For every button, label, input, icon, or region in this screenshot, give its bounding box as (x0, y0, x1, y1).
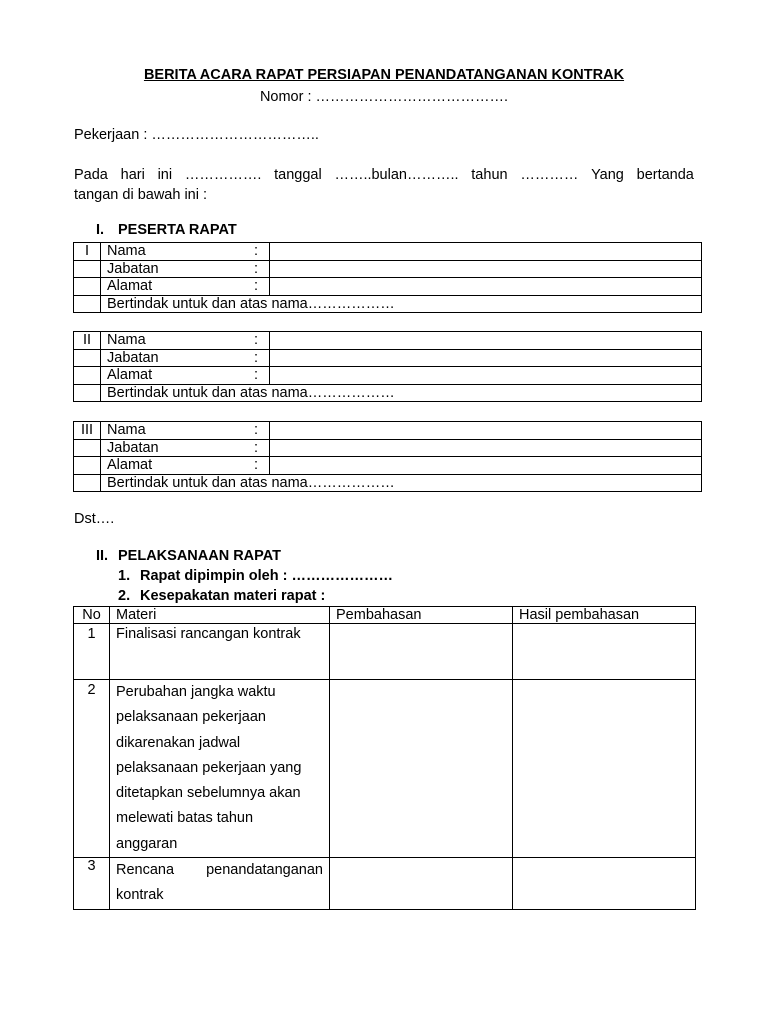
nama-value (270, 422, 702, 440)
intro-word: ini (157, 167, 173, 183)
alamat-value (270, 278, 702, 296)
field-label-jabatan: Jabatan (101, 439, 247, 457)
alamat-value (270, 457, 702, 475)
participant-table-1: I Nama : Jabatan : Alamat : Bertindak untuk dan atas nama……………… (73, 242, 702, 313)
header-hasil: Hasil pembahasan (513, 607, 696, 624)
header-no: No (74, 607, 110, 624)
row-hasil (513, 624, 696, 680)
jabatan-value (270, 260, 702, 278)
field-label-alamat: Alamat (101, 278, 247, 296)
header-pembahasan: Pembahasan (330, 607, 513, 624)
intro-line-2: tangan di bawah ini : (74, 187, 208, 203)
field-label-alamat: Alamat (101, 367, 247, 385)
intro-word: ……………. (184, 167, 262, 183)
intro-word: tahun (471, 167, 508, 183)
row-materi: Perubahan jangka waktu pelaksanaan pekerjaan dikarenakan jadwal pelaksanaan pekerjaan yang ditetapkan sebelumnya akan melewati batas tahun anggaran (110, 680, 330, 858)
field-label-nama: Nama (101, 422, 247, 440)
materi-table (73, 606, 696, 910)
field-label-alamat: Alamat (101, 457, 247, 475)
participant-number: I (74, 243, 101, 261)
section-2-item-2: 2. Kesepakatan materi rapat : (118, 588, 326, 604)
row-pembahasan (330, 680, 513, 858)
row-number: 1 (74, 624, 110, 680)
jabatan-value (270, 439, 702, 457)
alamat-value (270, 367, 702, 385)
intro-word: Yang (591, 167, 624, 183)
intro-word: ………… (520, 167, 579, 183)
row-materi: Finalisasi rancangan kontrak (110, 624, 330, 680)
bertindak-line: Bertindak untuk dan atas nama……………… (101, 474, 702, 492)
participant-table-3: III Nama : Jabatan : Alamat : Bertindak untuk dan atas nama……………… (73, 421, 702, 492)
header-materi: Materi (110, 607, 330, 624)
participant-table-2: II Nama : Jabatan : Alamat : Bertindak untuk dan atas nama……………… (73, 331, 702, 402)
row-pembahasan (330, 858, 513, 910)
intro-word: Pada (74, 167, 108, 183)
table-header-row (74, 607, 696, 624)
intro-word: hari (120, 167, 145, 183)
intro-line-1 (74, 165, 694, 185)
jabatan-value (270, 349, 702, 367)
dst-text: Dst…. (74, 511, 115, 527)
row-number: 2 (74, 680, 110, 858)
row-materi: Rencana penandatanganan kontrak (110, 858, 330, 910)
intro-word: bertanda (636, 167, 694, 183)
nama-value (270, 332, 702, 350)
participant-number: III (74, 422, 101, 440)
intro-paragraph (74, 165, 694, 205)
row-hasil (513, 858, 696, 910)
table-row (74, 858, 696, 910)
bertindak-line: Bertindak untuk dan atas nama……………… (101, 384, 702, 402)
intro-word: tanggal (274, 167, 322, 183)
field-label-jabatan: Jabatan (101, 260, 247, 278)
section-2-heading: II. PELAKSANAAN RAPAT (96, 548, 281, 564)
section-1-heading: I. PESERTA RAPAT (96, 222, 237, 238)
row-hasil (513, 680, 696, 858)
table-row (74, 680, 696, 858)
field-label-nama: Nama (101, 243, 247, 261)
table-row (74, 624, 696, 680)
bertindak-line: Bertindak untuk dan atas nama……………… (101, 295, 702, 313)
intro-word: ……..bulan……….. (334, 167, 459, 183)
field-label-nama: Nama (101, 332, 247, 350)
document-title: BERITA ACARA RAPAT PERSIAPAN PENANDATANGANAN KONTRAK (143, 67, 625, 83)
row-number: 3 (74, 858, 110, 910)
field-label-jabatan: Jabatan (101, 349, 247, 367)
participant-number: II (74, 332, 101, 350)
row-pembahasan (330, 624, 513, 680)
pekerjaan-line: Pekerjaan : …………………………….. (74, 127, 319, 143)
nama-value (270, 243, 702, 261)
document-number: Nomor : …………………………………. (259, 89, 509, 105)
section-2-item-1: 1. Rapat dipimpin oleh : ………………… (118, 568, 393, 584)
